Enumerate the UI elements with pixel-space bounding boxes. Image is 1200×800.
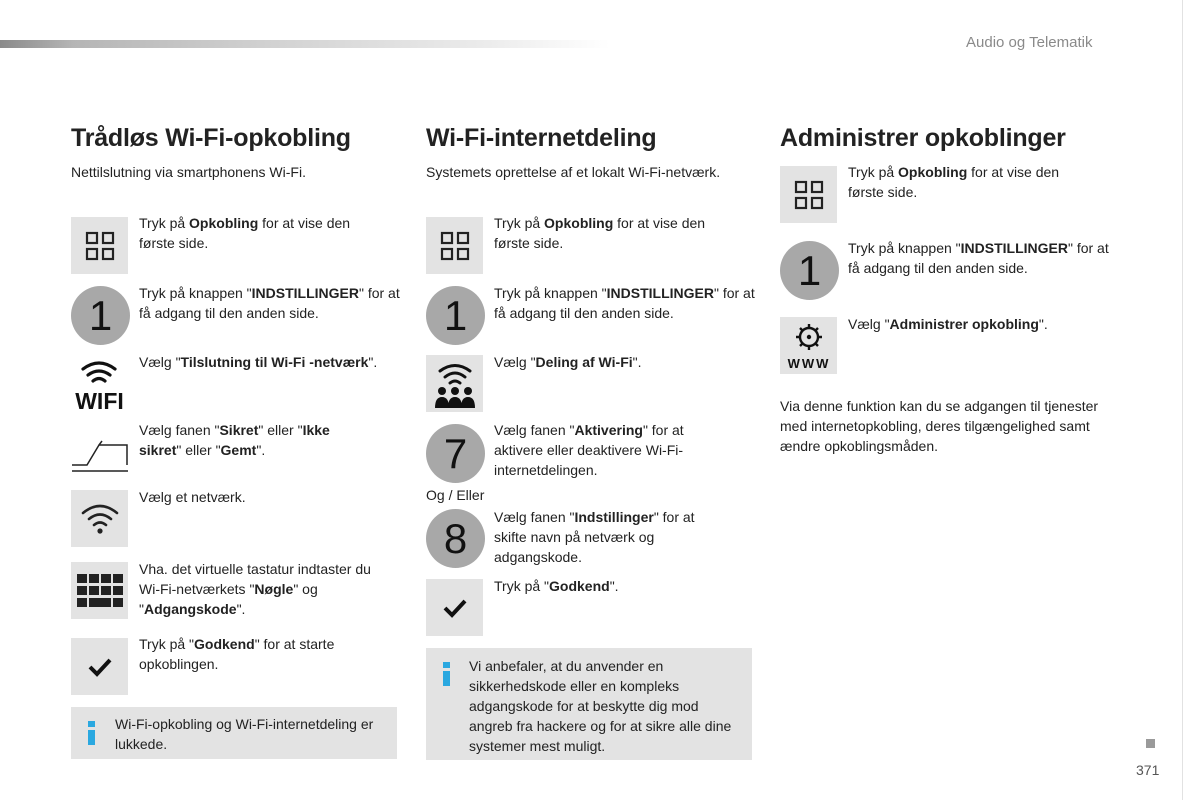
column-title: Wi-Fi-internetdeling	[426, 124, 657, 152]
checkmark-icon	[71, 638, 128, 695]
wifi-share-icon	[426, 355, 483, 412]
gear-www-icon	[780, 317, 837, 374]
column-wifi-sharing: Wi-Fi-internetdeling Systemets oprettelse af et lokalt Wi-Fi-netværk. Tryk på Opkobling for at vise den første side. 1 Tryk på knappen "INDSTILLINGER" for at få adgang til den anden side. Vælg "Deling af Wi-Fi". 7 Vælg fanen "Aktivering" for at aktivere eller deaktivere Wi-Fi-internetdelingen. Og / Eller 8 Vælg fanen "Indstillinger" for at skifte navn på netværk og adgangskode. Tryk på "Godkend". Vi anbefaler, at du anvender en sikkerhedskode eller en kompleks adgangskode for at beskytte dig mod angreb fra hackere og for at sikre alle dine systemer mest muligt.	[426, 0, 766, 800]
number-1-icon: 1	[71, 286, 130, 345]
section-title: Audio og Telematik	[966, 34, 1093, 51]
column-subtitle: Systemets oprettelse af et lokalt Wi-Fi-netværk.	[426, 164, 721, 180]
column-title: Administrer opkoblinger	[780, 124, 1066, 152]
wifi-logo-icon	[71, 354, 128, 411]
number-7-icon: 7	[426, 424, 485, 483]
grid-icon	[71, 217, 128, 274]
svg-text:WWW: WWW	[787, 355, 830, 371]
number-1-icon: 1	[780, 241, 839, 300]
page-marker	[1146, 739, 1155, 748]
number-8-icon: 8	[426, 509, 485, 568]
number-1-icon: 1	[426, 286, 485, 345]
column-title: Trådløs Wi-Fi-opkobling	[71, 124, 351, 152]
column-subtitle: Nettilslutning via smartphonens Wi-Fi.	[71, 164, 306, 180]
page-number: 371	[1136, 762, 1160, 778]
note-text: Via denne funktion kan du se adgangen til tjenester med internetopkobling, deres tilgængelighed samt ændre opkoblingsmåden.	[780, 398, 1099, 454]
column-wifi-connection: Trådløs Wi-Fi-opkobling Nettilslutning via smartphonens Wi-Fi. Tryk på Opkobling for at vise den første side. 1 Tryk på knappen "INDSTILLINGER" for at få adgang til den anden side. WIFI Vælg "Tilslutning til Wi-Fi -netværk". Vælg fanen "Sikret" eller "Ikke sikret" eller "Gemt". Vælg et netværk. Vha. det virtuelle tastatur indtaster du Wi-Fi-netværkets "Nøgle" og "Adgangskode". Tryk på "Godkend" for at starte opkoblingen. Wi-Fi-opkobling og Wi-Fi-internetdeling er lukkede.	[71, 0, 411, 800]
grid-icon	[426, 217, 483, 274]
or-label: Og / Eller	[426, 487, 485, 503]
info-box: Wi-Fi-opkobling og Wi-Fi-internetdeling er lukkede.	[71, 707, 397, 759]
column-manage-connections: Administrer opkoblinger Tryk på Opkobling for at vise den første side. 1 Tryk på knappen "INDSTILLINGER" for at få adgang til den anden side. WWW Vælg "Administrer opkobling". Via denne funktion kan du se adgangen til tjenester med internetopkobling, deres tilgængelighed samt ændre opkoblingsmåden.	[780, 124, 1109, 454]
grid-icon	[780, 166, 837, 223]
info-box: Vi anbefaler, at du anvender en sikkerhedskode eller en kompleks adgangskode for at beskytte dig mod angreb fra hackere og for at sikre alle dine systemer mest muligt.	[426, 648, 752, 760]
page-edge-line	[1182, 0, 1183, 800]
keyboard-icon	[71, 562, 128, 619]
svg-text:WIFI: WIFI	[75, 388, 124, 411]
tab-icon	[71, 424, 131, 481]
wifi-icon	[71, 490, 128, 547]
checkmark-icon	[426, 579, 483, 636]
